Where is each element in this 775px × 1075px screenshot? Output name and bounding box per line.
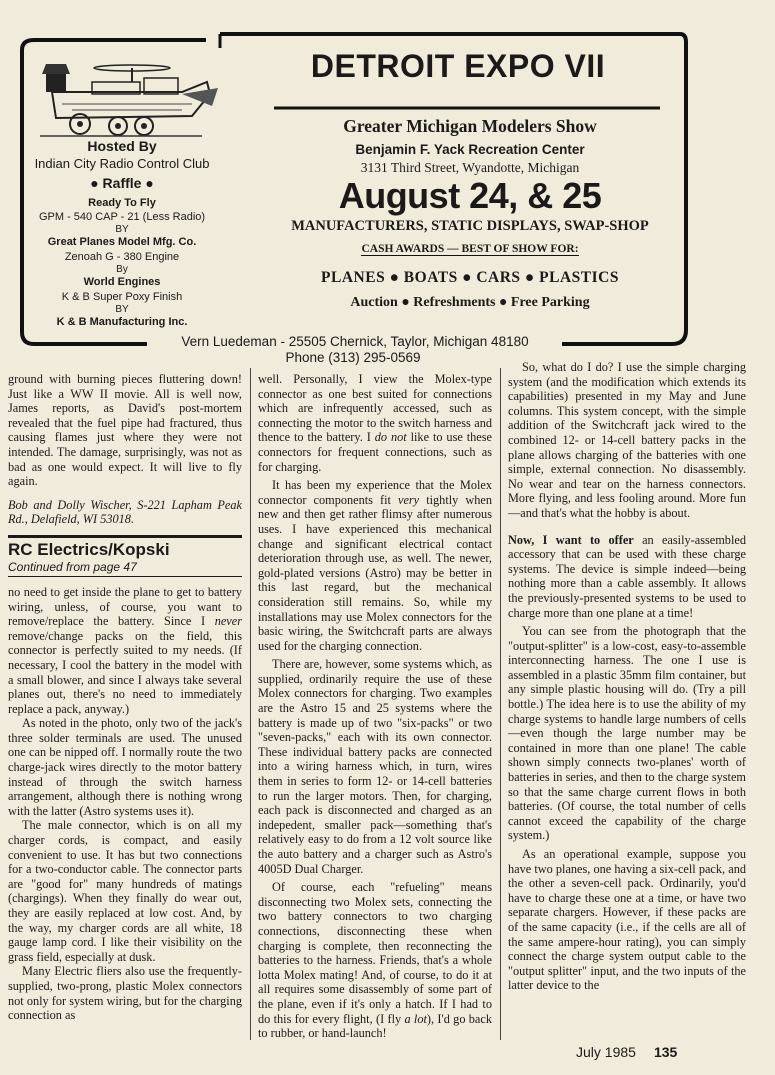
by-label-2: By bbox=[116, 264, 128, 275]
event-features: MANUFACTURERS, STATIC DISPLAYS, SWAP-SHOP bbox=[291, 218, 649, 234]
issue-date: July 1985 bbox=[576, 1044, 636, 1060]
text-run: It has been my experience that the Molex connector components fit bbox=[258, 478, 492, 507]
column-divider bbox=[500, 368, 501, 1040]
paragraph bbox=[8, 585, 242, 716]
paragraph bbox=[258, 372, 492, 474]
section-title: RC Electrics/Kopski bbox=[8, 539, 170, 559]
by-label-3: BY bbox=[115, 304, 129, 315]
section-continued: Continued from page 47 bbox=[8, 560, 242, 577]
text-run: ), I'd go back to rubber, or hand-launch! bbox=[258, 1011, 492, 1041]
show-name: Greater Michigan Modelers Show bbox=[343, 116, 597, 136]
paragraph bbox=[258, 478, 492, 653]
event-extras: Auction ● Refreshments ● Free Parking bbox=[350, 295, 590, 310]
section-rule bbox=[8, 535, 242, 538]
venue-address: 3131 Third Street, Wyandotte, Michigan bbox=[360, 160, 580, 175]
cash-awards-wrap bbox=[240, 242, 700, 256]
raffle-label: ● Raffle ● bbox=[90, 175, 154, 191]
contact-info: Vern Luedeman - 25505 Chernick, Taylor, Michigan 48180 bbox=[148, 334, 562, 350]
prize-aircraft: GPM - 540 CAP - 21 (Less Radio) bbox=[38, 211, 206, 223]
paragraph bbox=[508, 533, 746, 621]
emphasis: a lot bbox=[404, 1011, 427, 1026]
paragraph bbox=[258, 880, 492, 1041]
lead-in: Now, I want to offer bbox=[508, 532, 634, 547]
expo-advertisement bbox=[20, 30, 690, 365]
column-divider bbox=[250, 368, 251, 1040]
paragraph: The male connector, which is on all my charger cords, is compact, and easily convenient to use. It has but two connections for a two-conductor cable. The connector parts are "good for" many hundreds of matings (chargings). When they finally do wear out, they are easily replaced at low cost. And, by the way, my charger cords are all white, 18 gauge lamp cord. I like their visibility on the grass field, especially at dusk. bbox=[8, 818, 242, 964]
paragraph: As noted in the photo, only two of the jack's three solder terminals are used. The unused one can be nipped off. I normally route the two charge-jack wires directly to the motor battery instead of through the switch harness arrangement, although there is nothing wrong with the latter (Astro systems uses it). bbox=[8, 716, 242, 818]
prize-engine: Zenoah G - 380 Engine bbox=[64, 251, 180, 263]
page-number: 135 bbox=[653, 1044, 678, 1060]
paragraph: ground with burning pieces fluttering down! Just like a WW II movie. All is well now, James reports, as David's post-mortem revealed that the fuel pipe had fractured, thus causing flames just where they were not intended. The damage, surprisingly, was not as bad as one would expect. It will live to fly again. bbox=[8, 372, 242, 489]
text-run: well. Personally, I view the Molex-type connector as one best suited for connections which are infrequently accessed, such as connecting the motor to the switch harness and thence to the battery. I bbox=[258, 372, 492, 445]
contact-phone: Phone (313) 295-0569 bbox=[285, 350, 421, 365]
paragraph: Many Electric fliers also use the frequently-supplied, two-prong, plastic Molex connectors not only for system wiring, but for the charging connection as bbox=[8, 964, 242, 1023]
paragraph: As an operational example, suppose you have two planes, one having a six-cell pack, and the other a seven-cell pack. Ordinarily, you'd have to charge these one at a time, or have two separate chargers. However, if these packs are of the same capacity (i.e., if the cells are all of the same ampere-hour rating), you can simply connect the charge system output cable to the "output splitter" input, and the two inputs of the latter device to the bbox=[508, 847, 746, 993]
paragraph: There are, however, some systems which, as supplied, ordinarily require the use of these Molex connectors for charging. Two examples are the Astro 15 and 25 systems where the battery is made up of two "six-packs" or two "seven-packs," each with its own connector. These individual battery packs are connected into a wiring harness which, in turn, wires them in series to form 12- or 14-cell batteries to run the larger motors. Then, for charging, each pack is disconnected and charged as an indepedent, smaller pack—something that's relatively easy to do from a 12 volt source like the auto battery and a charger such as Astro's 4005D Dual Charger. bbox=[258, 657, 492, 876]
author-signature: Bob and Dolly Wischer, S-221 Lapham Peak Rd., Delafield, WI 53018. bbox=[8, 497, 242, 527]
text-run: like to use these connectors for frequent connections, such as for charging. bbox=[258, 430, 492, 474]
locomotive-illustration-icon bbox=[32, 46, 222, 141]
ready-to-fly-label: Ready To Fly bbox=[88, 197, 156, 209]
expo-title: DETROIT EXPO VII bbox=[310, 48, 606, 84]
article-column-3 bbox=[508, 360, 746, 993]
prize-finish: K & B Super Poxy Finish bbox=[61, 291, 183, 303]
sponsor-world-engines: World Engines bbox=[83, 276, 161, 288]
text-run: Of course, each "refueling" means disconnecting two Molex sets, connecting the two battery connectors to two charging connections, disconnecting these when charging is complete, then reconnecting the batteries to the harness. Friends, that's a whole lotta Molex mating! And, of course, to do it at all requires some disassembly of some part of the plane, even if it's only a hatch. If I had to do this for every flight, (I fly bbox=[258, 880, 492, 1026]
sponsor-great-planes: Great Planes Model Mfg. Co. bbox=[47, 236, 197, 248]
text-run: an easily-assembled accessory that can be used with these charge systems. The device is simple indeed—being nothing more than a cable assembly. It allows the previously-presented systems to be used to charge more than one plane at a time! bbox=[508, 532, 746, 620]
text-run: tightly when new and then get rather flimsy after numerous uses. I have experienced this mechanical change and significant electrical contact deterioration through use, as well. The newer, gold-plated versions (Astro) may be better in this last regard, but the mechanical consideration still remains. So, while my installations may use Molex connectors for the basic wiring, the Switchcraft parts are always used for the charging connection. bbox=[258, 492, 492, 653]
article-column-1 bbox=[8, 372, 242, 1023]
text-run: no need to get inside the plane to get to battery wiring, unless, of course, you want to remove/replace the battery. Since I bbox=[8, 584, 242, 629]
paragraph: So, what do I do? I use the simple charging system (and the modification which extends its capabilities) presented in my May and June columns. This system concept, with the simple addition of the Switchcraft jack wired to the combined 12- or 14-cell battery packs in the plane allows charging of the batteries with one simple, external connection. No disassembly. No wear and tear on the harness connectors. More flying, and less fooling around. More fun—and that's what the hobby is about. bbox=[508, 360, 746, 520]
by-label-1: BY bbox=[115, 224, 129, 235]
emphasis: do not bbox=[374, 430, 407, 445]
page-footer bbox=[576, 1044, 677, 1060]
sponsor-kb: K & B Manufacturing Inc. bbox=[56, 316, 188, 328]
hosted-by-label: Hosted By bbox=[87, 138, 157, 154]
emphasis: never bbox=[214, 614, 242, 629]
article-column-2 bbox=[258, 372, 492, 1041]
text-run: remove/change packs on the field, this connector is perfectly suited to my needs. (If necessary, I cool the battery in the model with a small blower, and since I always take several planes out, there's no need to immediately replace a pack, anyway.) bbox=[8, 628, 242, 716]
emphasis: very bbox=[397, 492, 420, 507]
host-club: Indian City Radio Control Club bbox=[34, 156, 210, 171]
venue-name: Benjamin F. Yack Recreation Center bbox=[355, 142, 585, 157]
award-categories: PLANES ● BOATS ● CARS ● PLASTICS bbox=[321, 269, 619, 286]
cash-awards: CASH AWARDS — BEST OF SHOW FOR: bbox=[361, 243, 579, 255]
paragraph: You can see from the photograph that the "output-splitter" is a low-cost, easy-to-assemble interconnecting harness. The one I use is assembled in a plastic 35mm film container, but any simple plastic housing will do. (Try a pill bottle.) The idea here is to use the ability of my charge systems to handle large numbers of cells—even though the large number may be contained in more than one plane! The cable shown simply connects two-planes' worth of batteries in series, and then to the charge system so that the same charge current flows in both batteries. (Of course, the total number of cells cannot exceed the capability of the charge system.) bbox=[508, 624, 746, 843]
event-dates: August 24, & 25 bbox=[338, 175, 602, 216]
